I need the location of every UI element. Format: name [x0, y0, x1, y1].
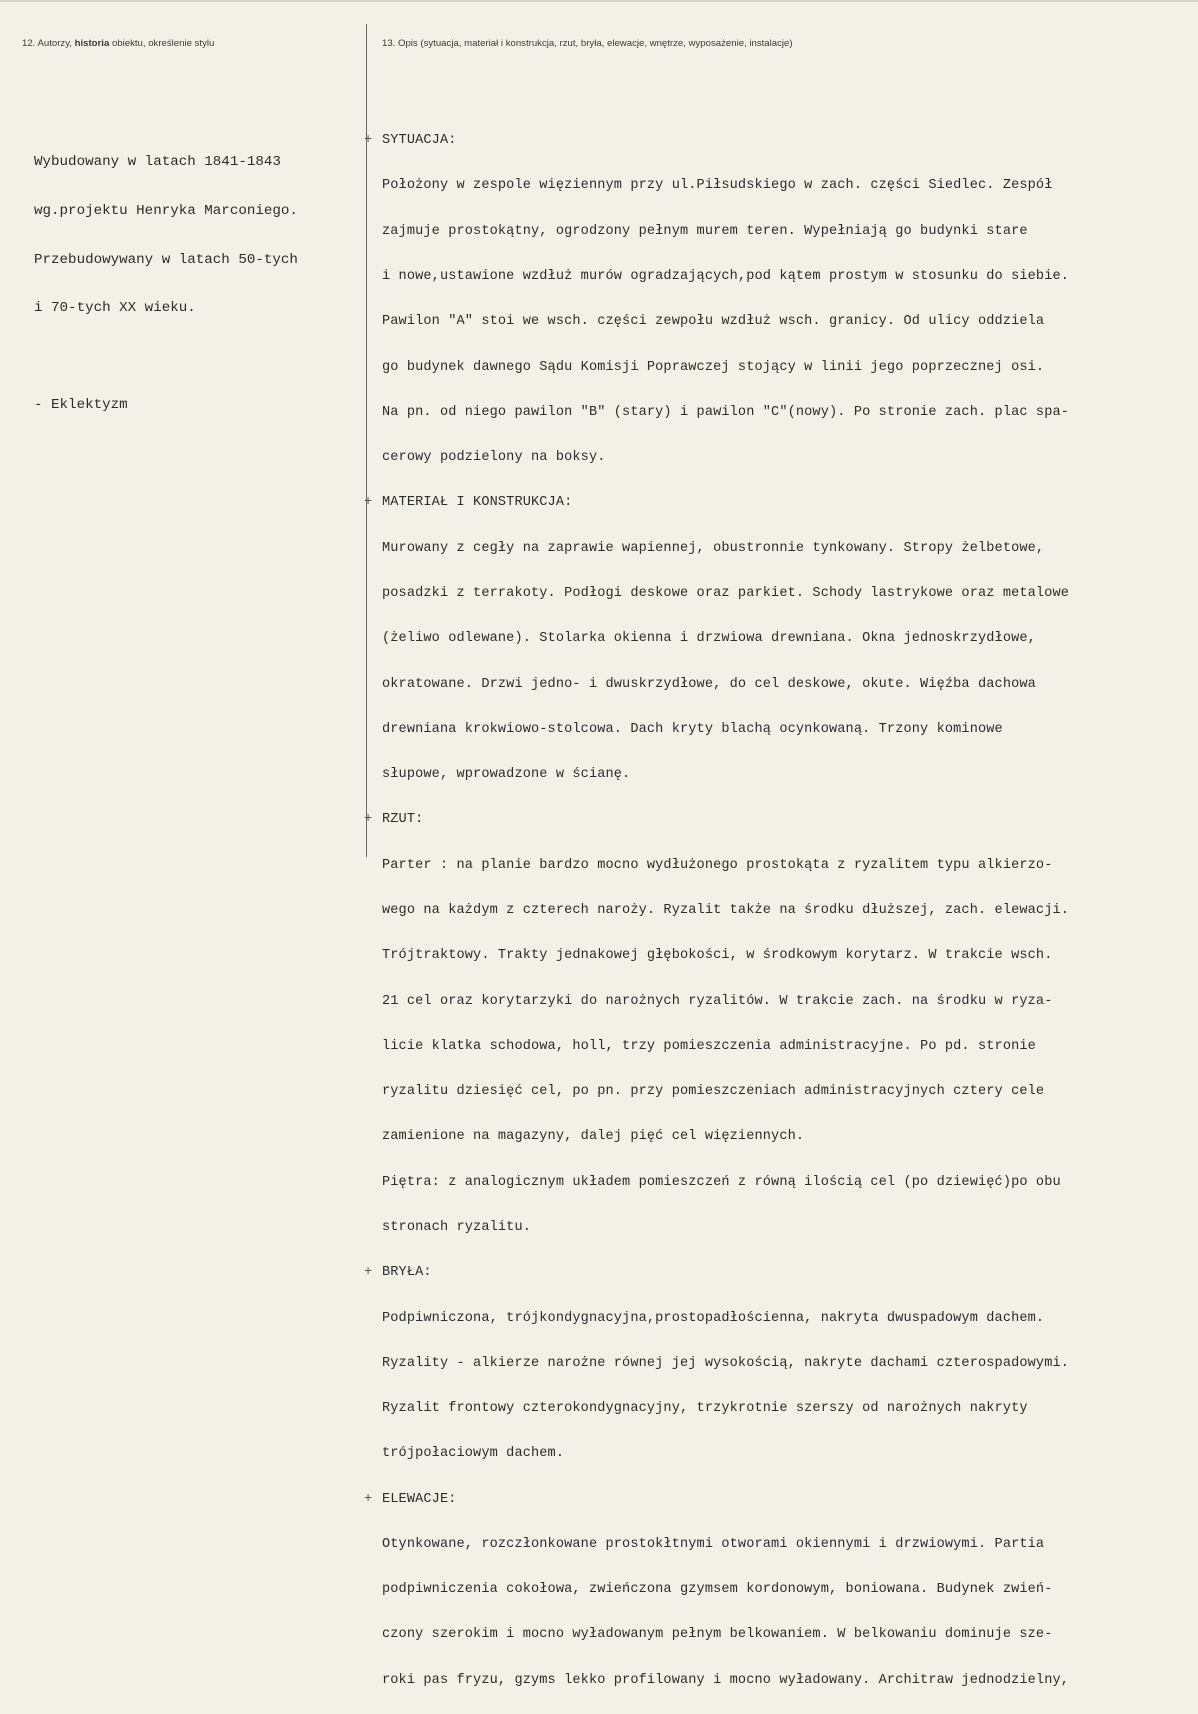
text-line: Otynkowane, rozczłonkowane prostokłtnymi otworami okiennymi i drzwiowymi. Partia — [382, 1536, 1045, 1552]
text-line: Parter : na planie bardzo mocno wydłużonego prostokąta z ryzalitem typu alkierzo- — [382, 857, 1053, 873]
text-line: (żeliwo odlewane). Stolarka okienna i drzwiowa drewniana. Okna jednoskrzydłowe, — [382, 631, 1036, 647]
section-heading-material: + MATERIAŁ I KONSTRUKCJA: — [364, 495, 573, 511]
text-line: wego na każdym z czterech naroży. Ryzalit także na środku dłuższej, zach. elewacji. — [382, 902, 1070, 918]
text-line: i 70-tych XX wieku. — [34, 300, 196, 317]
text-line: Podpiwniczona, trójkondygnacyjna,prostopadłościenna, nakryta dwuspadowym dachem. — [382, 1310, 1045, 1326]
text-line: Ryzality - alkierze narożne równej jej wysokością, nakryte dachami czterospadowymi. — [382, 1355, 1070, 1371]
text-line: zajmuje prostokątny, ogrodzony pełnym murem teren. Wypełniają go budynki stare — [382, 223, 1028, 239]
style-designation: - Eklektyzm — [34, 397, 128, 414]
section-heading-rzut: + RZUT: — [364, 812, 424, 828]
field-12-header — [22, 38, 214, 49]
text-line: stronach ryzalitu. — [382, 1219, 531, 1235]
text-line: czony szerokim i mocno wyładowanym pełnym belkowaniem. W belkowaniu dominuje sze- — [382, 1627, 1053, 1643]
section-heading-bryla: + BRYŁA: — [364, 1265, 432, 1281]
text-line: Położony w zespole więziennym przy ul.Piłsudskiego w zach. części Siedlec. Zespół — [382, 178, 1053, 194]
description-text — [364, 103, 1070, 1714]
text-line: Ryzalit frontowy czterokondygnacyjny, trzykrotnie szerszy od narożnych nakryty — [382, 1401, 1028, 1417]
field-13-header: 13. Opis (sytuacja, materiał i konstrukcja, rzut, bryła, elewacje, wnętrze, wyposażenie, instalacje) — [382, 38, 793, 49]
field-12-header-suffix: obiektu, określenie stylu — [109, 38, 215, 49]
text-line: drewniana krokwiowo-stolcowa. Dach kryty blachą ocynkowaną. Trzony kominowe — [382, 721, 1003, 737]
text-line: 21 cel oraz korytarzyki do narożnych ryzalitów. W trakcie zach. na środku w ryza- — [382, 993, 1053, 1009]
text-line: zamienione na magazyny, dalej pięć cel więziennych. — [382, 1129, 805, 1145]
text-line: wg.projektu Henryka Marconiego. — [34, 203, 298, 219]
text-line: go budynek dawnego Sądu Komisji Poprawczej stojący w linii jego poprzecznej osi. — [382, 359, 1045, 375]
text-line: ryzalitu dziesięć cel, po pn. przy pomieszczeniach administracyjnych cztery cele — [382, 1084, 1045, 1100]
text-line: Wybudowany w latach 1841-1843 — [34, 154, 281, 171]
text-line: okratowane. Drzwi jedno- i dwuskrzydłowe, do cel deskowe, okute. Więźba dachowa — [382, 676, 1036, 692]
column-divider — [366, 24, 367, 857]
text-line: licie klatka schodowa, holl, trzy pomieszczenia administracyjne. Po pd. stronie — [382, 1038, 1036, 1054]
text-line: Murowany z cegły na zaprawie wapiennej, obustronnie tynkowany. Stropy żelbetowe, — [382, 540, 1045, 556]
text-line: roki pas fryzu, gzyms lekko profilowany i mocno wyładowany. Architraw jednodzielny, — [382, 1672, 1070, 1688]
section-heading-elewacje: + ELEWACJE: — [364, 1491, 457, 1507]
text-line: i nowe,ustawione wzdłuż murów ogradzających,pod kątem prostym w stosunku do siebie. — [382, 269, 1070, 285]
text-line: Piętra: z analogicznym układem pomieszczeń z równą ilością cel (po dziewięć)po obu — [382, 1174, 1061, 1190]
text-line: trójpołaciowym dachem. — [382, 1446, 565, 1462]
text-line: Pawilon "A" stoi we wsch. części zewpołu wzdłuż wsch. granicy. Od ulicy oddziela — [382, 314, 1045, 330]
section-heading-sytuacja: + SYTUACJA: — [364, 133, 457, 149]
field-12-header-bold: historia — [74, 38, 110, 49]
text-line: podpiwniczenia cokołowa, zwieńczona gzymsem kordonowym, boniowana. Budynek zwień- — [382, 1582, 1053, 1598]
text-line: Na pn. od niego pawilon "B" (stary) i pawilon "C"(nowy). Po stronie zach. plac spa- — [382, 404, 1070, 420]
text-line: posadzki z terrakoty. Podłogi deskowe oraz parkiet. Schody lastrykowe oraz metalowe — [382, 586, 1070, 601]
top-border — [0, 0, 1198, 2]
text-line: słupowe, wprowadzone w ścianę. — [382, 767, 631, 783]
text-line: cerowy podzielony na boksy. — [382, 450, 606, 466]
authors-history-text — [34, 122, 298, 446]
text-line: Trójtraktowy. Trakty jednakowej głębokości, w środkowym korytarz. W trakcie wsch. — [382, 948, 1053, 964]
text-line: Przebudowywany w latach 50-tych — [34, 251, 298, 268]
field-12-header-prefix: 12. Autorzy, — [22, 38, 75, 49]
